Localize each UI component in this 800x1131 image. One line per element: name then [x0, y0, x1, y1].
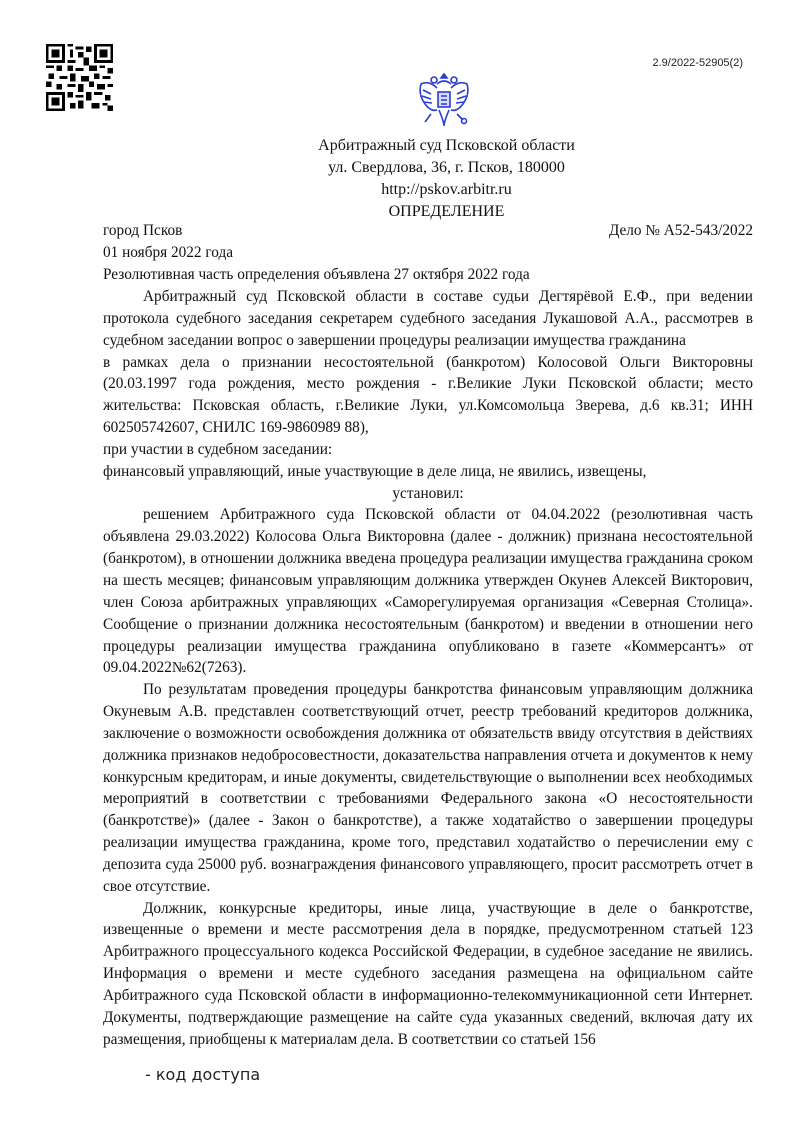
case-number: Дело № А52-543/2022	[608, 222, 753, 239]
paragraph-1: решением Арбитражного суда Псковской области от 04.04.2022 (резолютивная часть объявлена 29.03.2022) Колосова Ольга Викторовна (далее - должник) признана несостоятельной (банкротом), в отношении должника введена процедура реализации имущества гражданина сроком на шесть месяцев; финансовым управляющим должника утвержден Окунев Алексей Викторович, член Союза арбитражных управляющих «Саморегулируемая организация «Северная Столица». Сообщение о признании должника несостоятельным (банкротом) и введении в отношении него процедуры реализации имущества гражданина опубликовано в газете «Коммерсантъ» от 09.04.2022№62(7263).	[103, 506, 753, 677]
court-website[interactable]: http://pskov.arbitr.ru	[381, 181, 512, 198]
document-body	[103, 286, 753, 1051]
city: город Псков	[103, 222, 183, 239]
case-paragraph: в рамках дела о признании несостоятельной (банкротом) Колосовой Ольги Викторовны (20.03.1997 года рождения, место рождения - г.Великие Луки Псковской области; место жительства: Псковская область, г.Великие Луки, ул.Комсомольца Зверева, д.6 кв.31; ИНН 602505742607, СНИЛС 169-9860989 88),	[103, 353, 753, 437]
intro-paragraph: Арбитражный суд Псковской области в составе судьи Дегтярёвой Е.Ф., при ведении протокола судебного заседания секретарем судебного заседания Лукашовой А.А., рассмотрев в судебном заседании вопрос о завершении процедуры реализации имущества гражданина	[103, 288, 753, 349]
court-name: Арбитражный суд Псковской области	[318, 137, 575, 154]
document-id: 2.9/2022-52905(2)	[652, 57, 743, 69]
qr-code	[46, 44, 113, 111]
resolution-note: Резолютивная часть определения объявлена 27 октября 2022 года	[103, 266, 530, 283]
document-type: ОПРЕДЕЛЕНИЕ	[388, 203, 505, 220]
access-code-label: - код доступа	[145, 1065, 261, 1084]
established-heading: установил:	[392, 484, 464, 502]
paragraph-2: По результатам проведения процедуры банкротства финансовым управляющим должника Окуневым А.В. представлен соответствующий отчет, реестр требований кредиторов должника, заключение о возможности освобождения должника от обязательств ввиду отсутствия в действиях должника признаков недобросовестности, доказательства направления отчета и документов к нему конкурсным кредиторам, и иные документы, свидетельствующие о выполнении всех необходимых мероприятий в соответствии с требованиями Федерального закона «О несостоятельности (банкротстве)» (далее - Закон о банкротстве), а также ходатайство о завершении процедуры реализации имущества гражданина, кроме того, представил ходатайство о перечислении ему с депозита суда 25000 руб. вознаграждения финансового управляющего, просит рассмотреть отчет в свое отсутствие.	[103, 681, 753, 895]
absent-line: финансовый управляющий, иные участвующие в деле лица, не явились, извещены,	[103, 462, 647, 480]
paragraph-3: Должник, конкурсные кредиторы, иные лица, участвующие в деле о банкротстве, извещенные о времени и месте рассмотрения дела в порядке, предусмотренном статьей 123 Арбитражного процессуального кодекса Российской Федерации, в судебное заседание не явились. Информация о времени и месте судебного заседания размещена на официальном сайте Арбитражного суда Псковской области в информационно-телекоммуникационной сети Интернет. Документы, подтверждающие размещение на сайте суда указанных сведений, включая дату их размещения, приобщены к материалам дела. В соответствии со статьей 156	[103, 899, 753, 1048]
participation-line: при участии в судебном заседании:	[103, 440, 333, 458]
court-address: ул. Свердлова, 36, г. Псков, 180000	[328, 159, 565, 176]
coat-of-arms-emblem	[417, 70, 471, 132]
document-date: 01 ноября 2022 года	[103, 244, 234, 261]
